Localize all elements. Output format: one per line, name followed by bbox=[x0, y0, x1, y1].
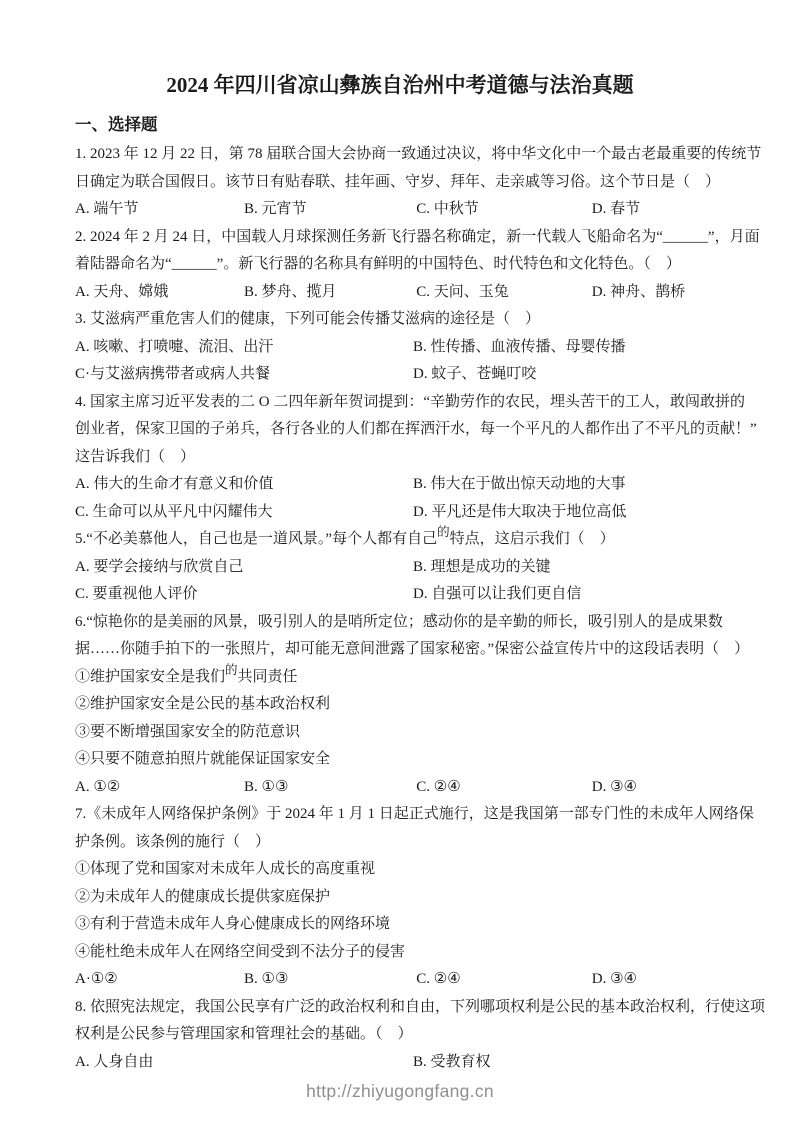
question-7-statement-2: ②为未成年人的健康成长提供家庭保护 bbox=[75, 888, 331, 905]
question-4 bbox=[75, 389, 757, 527]
question-6 bbox=[75, 609, 750, 802]
question-3-option-c: C·与艾滋病携带者或病人共餐 bbox=[75, 366, 271, 382]
question-4-text-line-3: 这告诉我们（ ） bbox=[75, 448, 196, 465]
question-2 bbox=[75, 224, 760, 307]
question-3 bbox=[75, 306, 725, 389]
question-1-text-line-1: 1. 2023 年 12 月 22 日，第 78 届联合国大会协商一致通过决议，将中华文化中一个最古老最重要的传统节 bbox=[75, 146, 762, 162]
question-6-option-a: A. ①② bbox=[75, 778, 121, 795]
question-7-statement-4: ④能杜绝未成年人在网络空间受到不法分子的侵害 bbox=[75, 943, 406, 960]
question-5-superscript-de: 的 bbox=[437, 525, 450, 539]
question-1-option-a: A. 端午节 bbox=[75, 201, 139, 217]
question-8 bbox=[75, 994, 766, 1077]
question-4-options-grid bbox=[75, 471, 725, 526]
question-6-text-line-2: 据……你随手拍下的一张照片，却可能无意间泄露了国家秘密。”保密公益宣传片中的这段话表明（ ） bbox=[75, 641, 750, 657]
question-3-options-grid bbox=[75, 334, 725, 389]
question-7-statement-3: ③有利于营造未成年人身心健康成长的网络环境 bbox=[75, 916, 391, 932]
question-6-options-row bbox=[75, 774, 725, 802]
question-5-option-d: D. 自强可以让我们更自信 bbox=[413, 586, 582, 602]
question-3-option-b: B. 性传播、血液传播、母婴传播 bbox=[413, 338, 626, 355]
question-3-option-d: D. 蚊子、苍蝇叮咬 bbox=[413, 366, 537, 382]
watermark-url: http://zhiyugongfang.cn bbox=[306, 1081, 494, 1101]
page-title: 2024 年四川省凉山彝族自治州中考道德与法治真题 bbox=[166, 73, 634, 97]
question-7 bbox=[75, 801, 754, 994]
question-7-option-b: B. ①③ bbox=[244, 971, 289, 987]
question-8-option-a: A. 人身自由 bbox=[75, 1053, 154, 1070]
question-5-text-pre: 5.“不必美慕他人，自己也是一道风景。”每个人都有自己 bbox=[75, 531, 438, 547]
question-4-option-d: D. 平凡还是伟大取决于地位高低 bbox=[413, 503, 627, 520]
question-6-text-line-1: 6.“惊艳你的是美丽的风景，吸引别人的是哨所定位；感动你的是辛勤的师长，吸引别人的是成果数 bbox=[75, 613, 723, 630]
question-2-options-row bbox=[75, 279, 725, 307]
question-6-statement-4: ④只要不随意拍照片就能保证国家安全 bbox=[75, 751, 331, 767]
question-6-statement-1-post: 共同责任 bbox=[237, 668, 298, 685]
question-1-text-line-2: 日确定为联合国假日。该节日有贴春联、挂年画、守岁、拜年、走亲戚等习俗。这个节日是（ ） bbox=[75, 173, 721, 190]
question-7-option-d: D. ③④ bbox=[591, 971, 637, 987]
question-4-option-a: A. 伟大的生命才有意义和价值 bbox=[75, 476, 274, 492]
question-3-text-line-1: 3. 艾滋病严重危害人们的健康，下列可能会传播艾滋病的途径是（ ） bbox=[75, 311, 541, 327]
question-6-statement-2: ②维护国家安全是公民的基本政治权利 bbox=[75, 696, 331, 712]
question-5-options-grid bbox=[75, 554, 725, 609]
question-3-option-a: A. 咳嗽、打喷嚏、流泪、出汗 bbox=[75, 338, 274, 355]
question-7-text-line-1: 7.《未成年人网络保护条例》于 2024 年 1 月 1 日起正式施行，这是我国第一部专门性的未成年人网络保 bbox=[75, 806, 754, 822]
question-5-option-c: C. 要重视他人评价 bbox=[75, 586, 198, 602]
question-6-superscript-de: 的 bbox=[225, 662, 238, 677]
question-5-option-b: B. 理想是成功的关键 bbox=[413, 558, 551, 575]
question-5-text-post: 特点，这启示我们（ ） bbox=[449, 531, 615, 547]
section-heading: 一、选择题 bbox=[75, 115, 158, 134]
question-1 bbox=[75, 141, 762, 224]
question-7-text-line-2: 护条例。该条例的施行（ ） bbox=[75, 833, 271, 850]
question-8-text-line-1: 8. 依照宪法规定，我国公民享有广泛的政治权利和自由，下列哪项权利是公民的基本政治权利，行使这项 bbox=[75, 998, 766, 1015]
question-6-statement-3: ③要不断增强国家安全的防范意识 bbox=[75, 723, 301, 740]
question-2-option-b: B. 梦舟、揽月 bbox=[244, 283, 337, 300]
question-7-options-row bbox=[75, 966, 725, 994]
question-5-option-a: A. 要学会接纳与欣赏自己 bbox=[75, 558, 244, 575]
question-8-text-line-2: 权利是公民参与管理国家和管理社会的基础。（ ） bbox=[75, 1026, 413, 1042]
question-5-text-line-1 bbox=[75, 526, 725, 554]
question-6-statement-1 bbox=[75, 664, 725, 692]
question-6-statement-1-pre: ①维护国家安全是我们 bbox=[75, 668, 226, 685]
question-1-options-row bbox=[75, 196, 725, 224]
question-4-option-c: C. 生命可以从平凡中闪耀伟大 bbox=[75, 503, 273, 520]
question-7-statement-1: ①体现了党和国家对未成年人成长的高度重视 bbox=[75, 861, 376, 877]
question-8-options-grid bbox=[75, 1049, 725, 1077]
question-7-option-c: C. ②④ bbox=[416, 971, 461, 987]
question-6-option-b: B. ①③ bbox=[244, 778, 289, 795]
question-4-text-line-1: 4. 国家主席习近平发表的二 O 二四年新年贺词提到：“辛勤劳作的农民，埋头苦干的工人，敢闯敢拼的 bbox=[75, 393, 745, 410]
question-1-option-c: C. 中秋节 bbox=[416, 201, 479, 217]
question-4-option-b: B. 伟大在于做出惊天动地的大事 bbox=[413, 476, 626, 492]
question-8-option-b: B. 受教育权 bbox=[413, 1053, 491, 1070]
question-1-option-b: B. 元宵节 bbox=[244, 201, 307, 217]
question-2-option-d: D. 神舟、鹊桥 bbox=[591, 283, 686, 300]
question-2-option-c: C. 天问、玉兔 bbox=[416, 283, 509, 300]
question-7-option-a: A·①② bbox=[75, 971, 118, 987]
question-6-option-d: D. ③④ bbox=[591, 778, 637, 795]
question-2-text-line-1: 2. 2024 年 2 月 24 日，中国载人月球探测任务新飞行器名称确定，新一代载人飞船命名为“______”，月面 bbox=[75, 228, 760, 245]
question-4-text-line-2: 创业者，保家卫国的子弟兵，各行各业的人们都在挥洒汗水，每一个平凡的人都作出了不平凡的贡献！” bbox=[75, 421, 757, 437]
question-1-option-d: D. 春节 bbox=[591, 201, 641, 217]
question-2-text-line-2: 着陆器命名为“______”。新飞行器的名称具有鲜明的中国特色、时代特色和文化特色。（ ） bbox=[75, 256, 681, 272]
question-6-option-c: C. ②④ bbox=[416, 778, 461, 795]
question-5 bbox=[75, 526, 725, 609]
question-2-option-a: A. 天舟、嫦娥 bbox=[75, 283, 169, 300]
